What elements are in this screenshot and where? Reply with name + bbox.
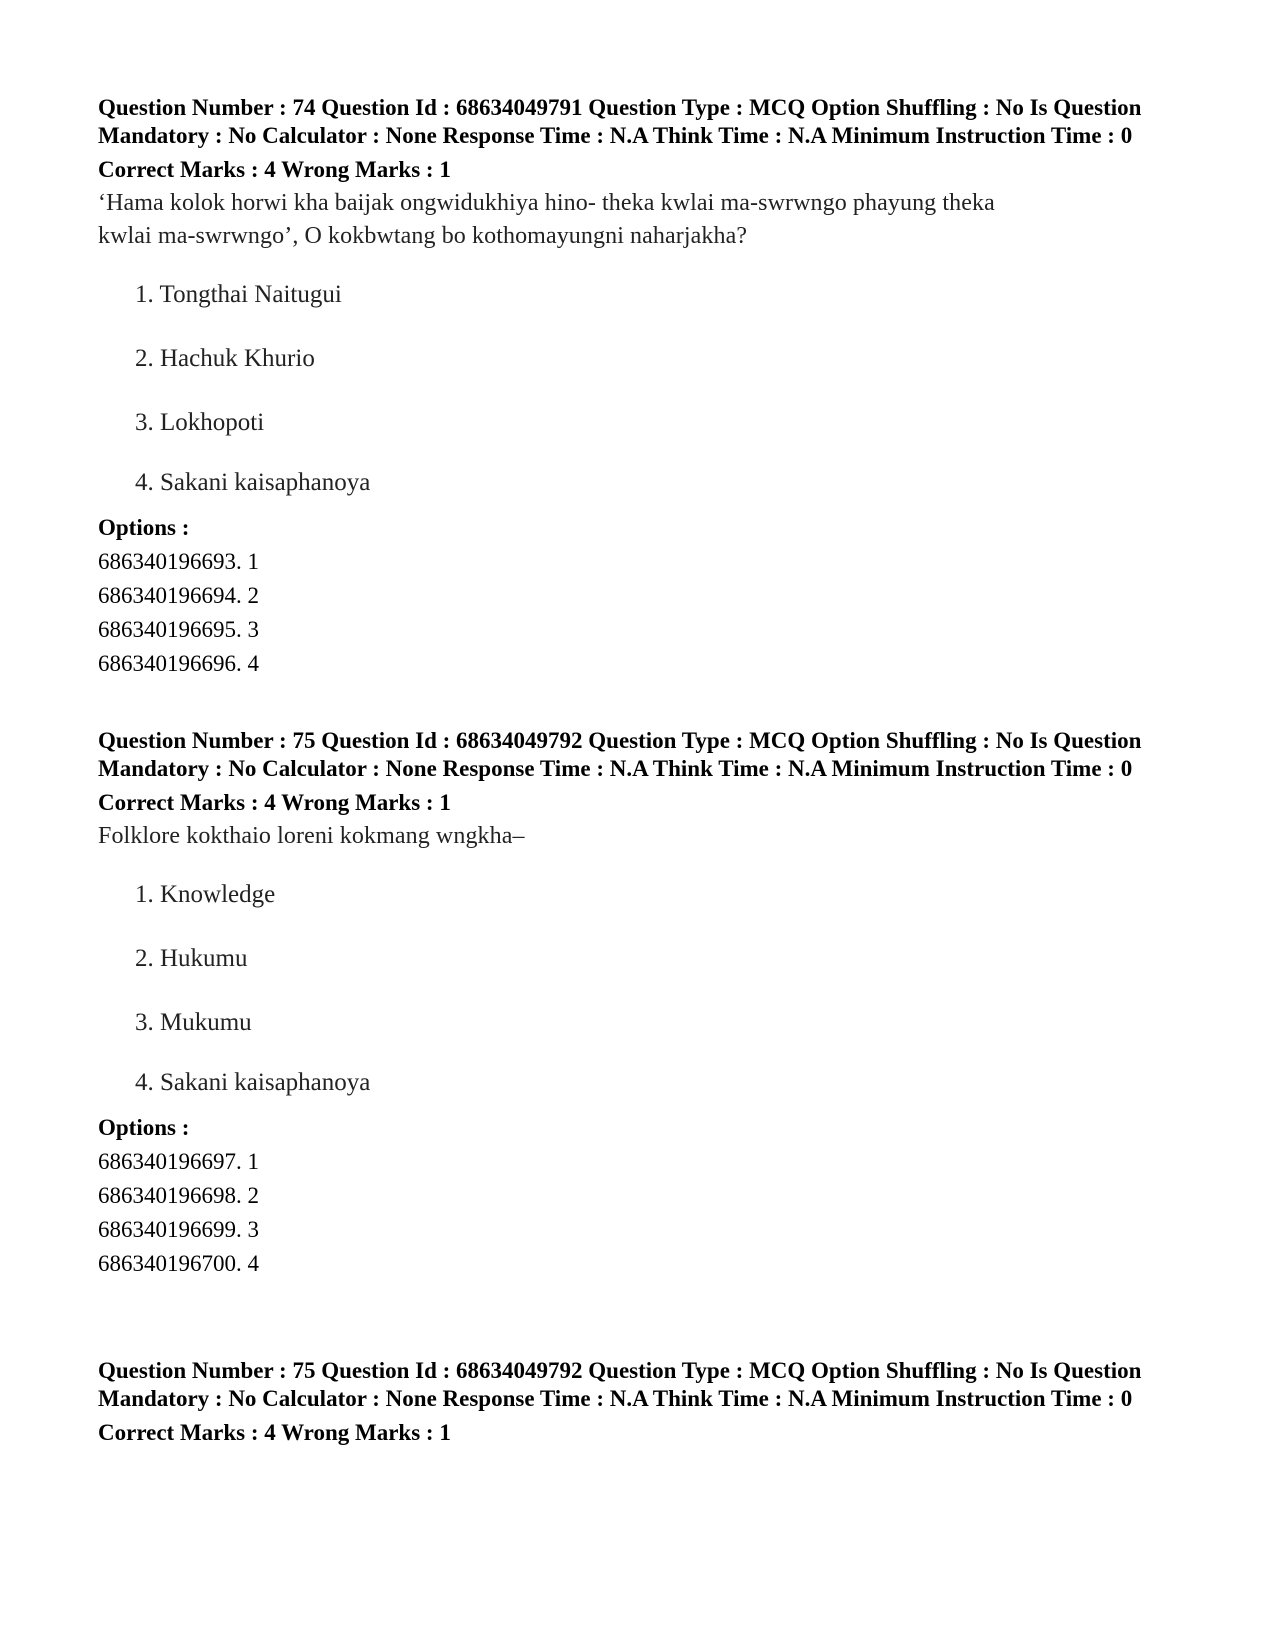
option-id: 686340196700. 4	[98, 1251, 259, 1276]
answer-choice: 1. Knowledge	[135, 881, 276, 908]
answer-choice: 2. Hukumu	[135, 945, 248, 972]
option-id: 686340196697. 1	[98, 1149, 259, 1174]
answer-choice: 3. Mukumu	[135, 1009, 252, 1036]
question-block-75-repeat	[98, 1357, 1178, 1447]
options-label: Options :	[98, 515, 190, 540]
question-marks: Correct Marks : 4 Wrong Marks : 1	[98, 790, 451, 815]
option-id: 686340196694. 2	[98, 583, 259, 608]
question-text: Folklore kokthaio loreni kokmang wngkha–	[98, 823, 525, 849]
question-text: ‘Hama kolok horwi kha baijak ongwidukhiya hino- theka kwlai ma-swrwngo phayung theka kwlai ma-swrwngo’, O kokbwtang bo kothomayungni naharjakha?	[98, 190, 995, 249]
answer-choice: 4. Sakani kaisaphanoya	[135, 469, 371, 496]
option-id: 686340196699. 3	[98, 1217, 259, 1242]
question-block-74	[98, 94, 1178, 681]
answer-choice: 4. Sakani kaisaphanoya	[135, 1069, 371, 1096]
answer-choices	[98, 263, 1178, 511]
option-id: 686340196698. 2	[98, 1183, 259, 1208]
question-block-75	[98, 727, 1178, 1281]
question-marks: Correct Marks : 4 Wrong Marks : 1	[98, 1420, 451, 1445]
question-marks: Correct Marks : 4 Wrong Marks : 1	[98, 157, 451, 182]
answer-choice: 1. Tongthai Naitugui	[135, 281, 342, 308]
option-id: 686340196696. 4	[98, 651, 259, 676]
option-id: 686340196693. 1	[98, 549, 259, 574]
options-label: Options :	[98, 1115, 190, 1140]
answer-choice: 2. Hachuk Khurio	[135, 345, 315, 372]
question-meta: Question Number : 75 Question Id : 68634049792 Question Type : MCQ Option Shuffling : No Is Question Mandatory : No Calculator : None Response Time : N.A Think Time : N.A Minimum Instruction Time : 0	[98, 728, 1142, 781]
answer-choice: 3. Lokhopoti	[135, 409, 265, 436]
question-meta: Question Number : 74 Question Id : 68634049791 Question Type : MCQ Option Shuffling : No Is Question Mandatory : No Calculator : None Response Time : N.A Think Time : N.A Minimum Instruction Time : 0	[98, 95, 1142, 148]
option-id: 686340196695. 3	[98, 617, 259, 642]
question-meta: Question Number : 75 Question Id : 68634049792 Question Type : MCQ Option Shuffling : No Is Question Mandatory : No Calculator : None Response Time : N.A Think Time : N.A Minimum Instruction Time : 0	[98, 1358, 1142, 1411]
answer-choices	[98, 863, 1178, 1111]
